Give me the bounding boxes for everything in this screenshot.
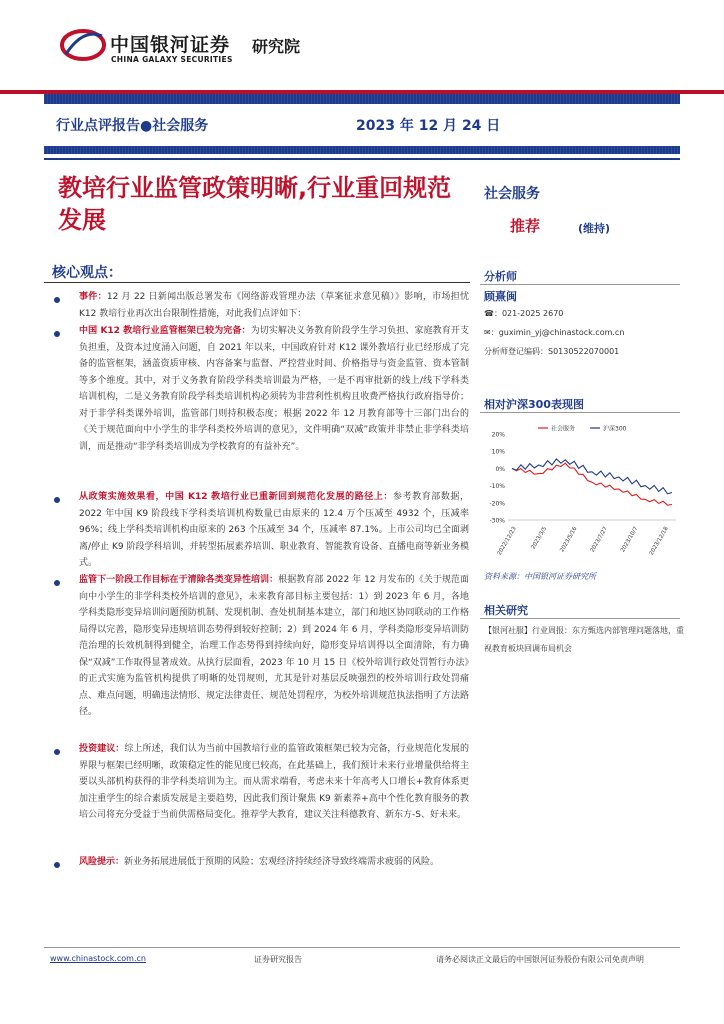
footer-disclaimer: 请务必阅读正文最后的中国银河证券股份有限公司免责声明	[436, 955, 644, 964]
core-views-rule	[44, 282, 470, 283]
item-lead: 事件：	[79, 292, 107, 302]
footer-rule	[44, 947, 680, 948]
rating-label: 推荐	[510, 217, 541, 235]
analyst-heading: 分析师	[484, 270, 517, 283]
legend-label: 社会服务	[551, 425, 576, 433]
bullet-icon	[54, 862, 60, 868]
sector-label: 社会服务	[484, 186, 540, 202]
x-tick-label: 2023/7/27	[589, 526, 609, 554]
legend-label: 沪深300	[603, 425, 627, 433]
item-text: 12 月 22 日新闻出版总署发布《网络游戏管理办法（草案征求意见稿）》影响，市场担忧 K12 教培行业再次出台限制性措施，对此我们点评如下：	[79, 292, 469, 319]
series-line	[512, 463, 672, 505]
footer-website-link[interactable]: www.chinastock.com.cn	[50, 954, 146, 963]
bullet-icon	[54, 749, 60, 755]
galaxy-logo-icon	[60, 28, 106, 62]
page-title: 教培行业监管政策明晰,行业重回规范发展	[58, 174, 452, 234]
logo-name-cn: 中国银河证券	[110, 34, 231, 56]
list-item	[79, 489, 469, 572]
report-type: 行业点评报告●社会服务	[56, 118, 209, 134]
performance-chart	[482, 420, 680, 560]
sidebar-rule	[480, 284, 680, 285]
header-blue-rule	[44, 158, 680, 160]
sidebar-rule	[480, 618, 680, 619]
chart-source: 资料来源：中国银河证券研究所	[484, 572, 596, 581]
related-link[interactable]: 【银河社服】行业周报：东方甄选内部管理问题落地，重视教育板块回调布局机会	[484, 626, 684, 653]
bullet-icon	[54, 331, 60, 337]
item-lead: 监管下一阶段工作目标在于清除各类变异性培训：	[79, 575, 279, 585]
institute-label: 研究院	[252, 37, 301, 56]
bullet-icon	[54, 580, 60, 586]
bullet-icon	[54, 297, 60, 303]
list-item	[79, 741, 469, 824]
analyst-email	[484, 327, 624, 338]
sidebar-rule	[480, 412, 680, 413]
phone-icon: ☎：	[484, 309, 502, 318]
y-tick-label: 0%	[495, 465, 505, 473]
footer-center: 证券研究报告	[254, 955, 302, 964]
x-tick-label: 2023/3/5	[530, 526, 549, 551]
item-lead: 投资建议：	[79, 744, 125, 754]
reg-code: S0130522070001	[548, 347, 620, 356]
related-heading: 相关研究	[484, 604, 528, 617]
x-tick-label: 2022/12/23	[496, 526, 518, 557]
email-link[interactable]: guximin_yj@chinastock.com.cn	[498, 328, 625, 337]
item-text: 综上所述，我们认为当前中国教培行业的监管政策框架已较为完备，行业规范化发展的界限与框架已经明晰，政策稳定性的能见度已较高，在此基础上，我们预计未来行业增量供给将主要以头部机构获得的非学科类培训为主。而从需求端看，考虑未来十年高考人口增长+教育体系更加注重学生的综合素质发展是主要趋势，因此我们预计聚焦 K9 新素养+高中个性化教育服务的教培公司将充分受益于当前供需格局变化。推荐学大教育，建议关注科德教育、新东方-S、好未来。	[79, 744, 469, 820]
mail-icon: ✉：	[484, 328, 499, 337]
x-tick-label: 2023/12/18	[648, 526, 670, 557]
y-tick-label: 20%	[491, 431, 505, 439]
item-text: 为切实解决义务教育阶段学生学习负担、家庭教育开支负担重，及资本过度涌入问题，自 2021 年以来，中国政府针对 K12 课外教培行业已经形成了完备的监管框架，涵盖资质审核、内容备案与监督、严控营业时间、价格指导与资金监管、资本管制等多个维度。其中，对于义务教育阶段学科类培训最为严格，一是不再审批新的线上/线下学科类培训机构，二是义务教育阶段学科类培训机构必须转为非营利性机构且收费严格执行政府指导价；对于非学科类课外培训，监管部门则持积极态度；根据 2022 年 12 月教育部等十三部门出台的《关于规范面向中小学生的非学科类校外培训的意见》，文件明确“双减”政策并非禁止非学科类培训，而是推动“非学科类培训成为学校教育的有益补充”。	[79, 326, 469, 452]
item-lead: 从政策实施效果看，中国 K12 教培行业已重新回到规范化发展的路径上：	[79, 492, 393, 502]
y-tick-label: -20%	[489, 500, 505, 508]
rating-note: (维持)	[578, 222, 611, 235]
logo-name-en: CHINA GALAXY SECURITIES	[111, 55, 233, 64]
analyst-registration	[484, 346, 619, 357]
item-text: 参考教育部数据，2022 年中国 K9 阶段线下学科类培训机构数量已由原来的 12.4 万个压减至 4932 个，压减率 96%；线上学科类培训机构由原来的 263 个压减至 34 个，压减率 87.1%。上市公司均已全面剥离/停止 K9 阶段学科培训，并转型拓展素养培训、职业教育、智能教育设备、直播电商等新业务模式。	[79, 492, 469, 568]
x-tick-label: 2023/5/16	[559, 526, 579, 554]
item-text: 新业务拓展进展低于预期的风险；宏观经济持续经济导致终端需求疲弱的风险。	[124, 857, 440, 867]
item-lead: 风险提示：	[79, 857, 125, 867]
item-lead: 中国 K12 教培行业监管框架已较为完备：	[79, 326, 251, 336]
list-item	[79, 289, 469, 322]
report-date: 2023 年 12 月 24 日	[356, 118, 501, 134]
list-item	[79, 572, 469, 721]
item-text: 根据教育部 2022 年 12 月发布的《关于规范面向中小学生的非学科类校外培训的意见》，未来教育部目标主要包括：1）到 2023 年 6 月，各地学科类隐形变异培训问题预防机制、发现机制、查处机制基本建立，部门和地区协同联动的工作格局得以完善，隐形变异违规培训态势得到较好控制；2）到 2024 年 6 月，学科类隐形变异培训防范治理的长效机制得到健全，治理工作态势得到持续向好，隐形变异培训得以全面清除，有力确保“双减”工作取得显著成效。从执行层面看，2023 年 10 月 15 日《校外培训行政处罚暂行办法》的正式实施为监管机构提供了明晰的处罚规则，尤其是针对基层反映强烈的校外培训行政处罚痛点、难点问题，明确违法情形、规定法律责任、规范处罚程序，为校外培训规范执法指明了方法路径。	[79, 575, 469, 717]
series-line	[512, 459, 672, 494]
analyst-phone	[484, 308, 563, 319]
phone-number: 021-2025 2670	[501, 309, 564, 318]
list-item	[79, 323, 469, 455]
y-tick-label: -30%	[489, 517, 505, 525]
y-tick-label: 10%	[491, 448, 505, 456]
chart-heading: 相对沪深300表现图	[484, 398, 584, 411]
x-tick-label: 2023/10/7	[620, 526, 640, 554]
bullet-icon	[54, 497, 60, 503]
reg-label: 分析师登记编码：	[484, 347, 548, 356]
core-views-heading: 核心观点：	[52, 265, 122, 281]
y-tick-label: -10%	[489, 483, 505, 491]
list-item	[79, 854, 469, 871]
analyst-name: 顾熹闽	[484, 290, 517, 303]
